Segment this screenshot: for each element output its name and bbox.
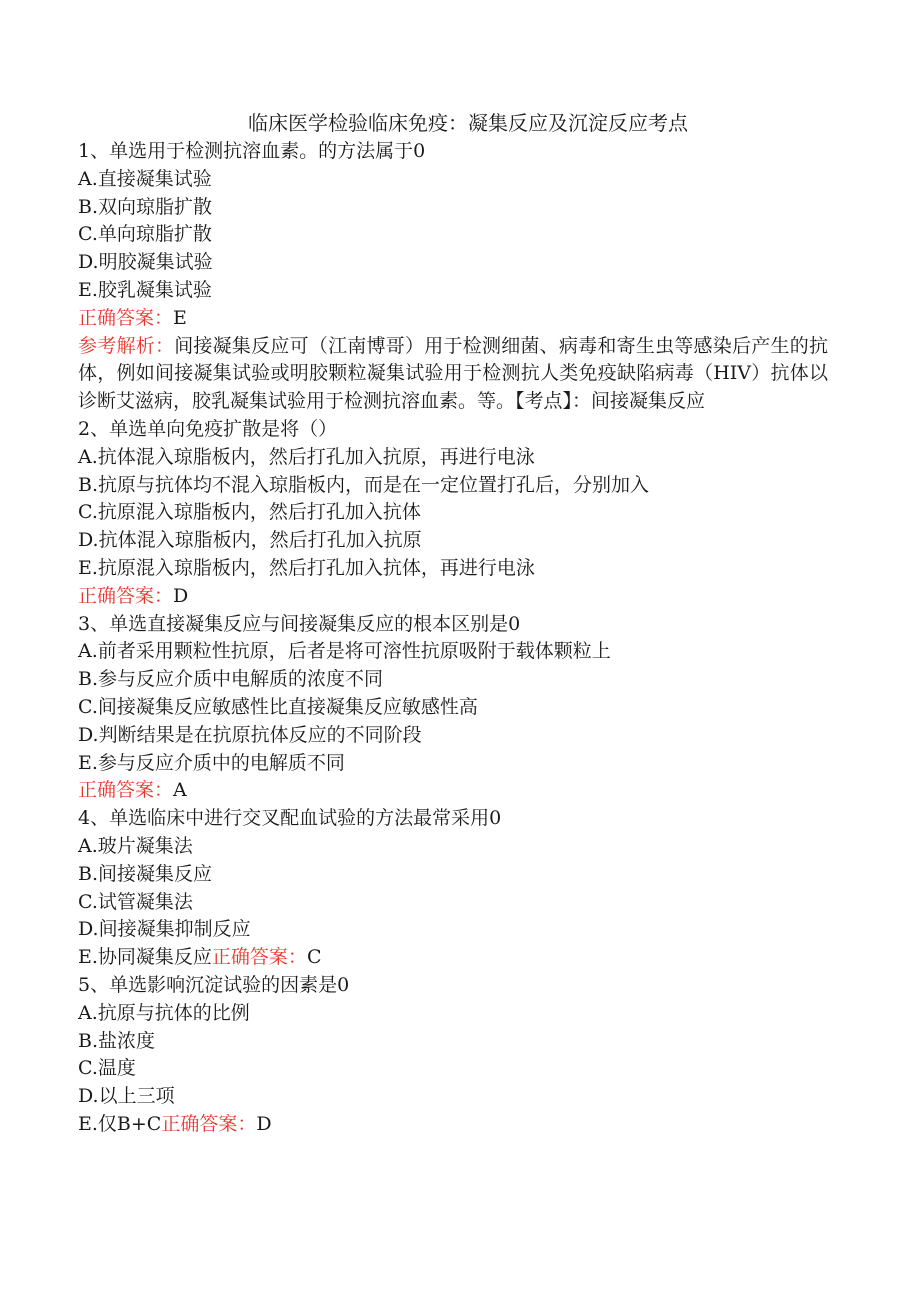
option-e: E.抗原混入琼脂板内，然后打孔加入抗体，再进行电泳 xyxy=(78,556,535,579)
option-d: D.间接凝集抑制反应 xyxy=(78,918,251,941)
option-a: A.玻片凝集法 xyxy=(78,834,193,857)
answer-label: 正确答案： xyxy=(78,779,174,802)
option-e: E.仅B+C xyxy=(78,1112,162,1135)
option-c: C.单向琼脂扩散 xyxy=(78,223,212,246)
question-stem: 2、单选单向免疫扩散是将（） xyxy=(78,417,338,440)
option-b: B.盐浓度 xyxy=(78,1029,156,1052)
answer-value: D xyxy=(173,584,189,607)
answer-value: C xyxy=(306,946,322,969)
answer-label: 正确答案： xyxy=(161,1112,257,1135)
answer-label: 正确答案： xyxy=(78,584,174,607)
question-stem: 1、单选用于检测抗溶血素。的方法属于0 xyxy=(78,140,426,162)
option-d: D.以上三项 xyxy=(78,1085,175,1108)
document-title: 临床医学检验临床免疫：凝集反应及沉淀反应考点 xyxy=(248,111,688,135)
option-e: E.胶乳凝集试验 xyxy=(78,278,212,301)
document-page xyxy=(78,108,828,1139)
option-b: B.双向琼脂扩散 xyxy=(78,195,213,218)
question-stem: 4、单选临床中进行交叉配血试验的方法最常采用0 xyxy=(78,807,502,830)
question-stem: 5、单选影响沉淀试验的因素是0 xyxy=(78,973,350,996)
question-1 xyxy=(78,138,828,416)
option-e-with-answer xyxy=(78,944,828,972)
answer-value: A xyxy=(173,779,187,802)
option-c: C.间接凝集反应敏感性比直接凝集反应敏感性高 xyxy=(78,695,478,718)
option-a: A.抗体混入琼脂板内，然后打孔加入抗原，再进行电泳 xyxy=(78,445,535,468)
question-5 xyxy=(78,972,828,1139)
answer-label: 正确答案： xyxy=(211,946,307,969)
question-3 xyxy=(78,611,828,806)
option-e-with-answer xyxy=(78,1111,828,1139)
option-d: D.抗体混入琼脂板内，然后打孔加入抗原 xyxy=(78,529,422,552)
question-4 xyxy=(78,805,828,972)
analysis-label: 参考解析： xyxy=(78,334,175,357)
analysis-text: 间接凝集反应可（江南博哥）用于检测细菌、病毒和寄生虫等感染后产生的抗体，例如间接凝集试验或明胶颗粒凝集试验用于检测抗人类免疫缺陷病毒（HIV）抗体以诊断艾滋病，胶乳凝集试验用于检测抗溶血素。等。【考点】：间接凝集反应 xyxy=(78,334,828,413)
answer-line xyxy=(78,305,828,333)
analysis-paragraph xyxy=(78,333,828,416)
option-a: A.抗原与抗体的比例 xyxy=(78,1001,250,1024)
option-a: A.前者采用颗粒性抗原，后者是将可溶性抗原吸附于载体颗粒上 xyxy=(78,640,611,663)
option-d: D.判断结果是在抗原抗体反应的不同阶段 xyxy=(78,723,422,746)
option-c: C.试管凝集法 xyxy=(78,890,193,913)
option-c: C.抗原混入琼脂板内，然后打孔加入抗体 xyxy=(78,501,421,524)
answer-value: D xyxy=(256,1112,272,1135)
option-a: A.直接凝集试验 xyxy=(78,167,212,190)
option-e: E.协同凝集反应 xyxy=(78,946,212,969)
option-e: E.参与反应介质中的电解质不同 xyxy=(78,751,345,774)
answer-line xyxy=(78,777,828,805)
question-stem: 3、单选直接凝集反应与间接凝集反应的根本区别是0 xyxy=(78,612,521,635)
option-c: C.温度 xyxy=(78,1057,136,1080)
option-b: B.间接凝集反应 xyxy=(78,862,213,885)
option-b: B.参与反应介质中电解质的浓度不同 xyxy=(78,668,384,691)
answer-value: E xyxy=(173,306,187,329)
answer-label: 正确答案： xyxy=(78,306,174,329)
option-b: B.抗原与抗体均不混入琼脂板内，而是在一定位置打孔后，分别加入 xyxy=(78,473,650,496)
answer-line xyxy=(78,583,828,611)
question-2 xyxy=(78,416,828,611)
option-d: D.明胶凝集试验 xyxy=(78,251,213,274)
